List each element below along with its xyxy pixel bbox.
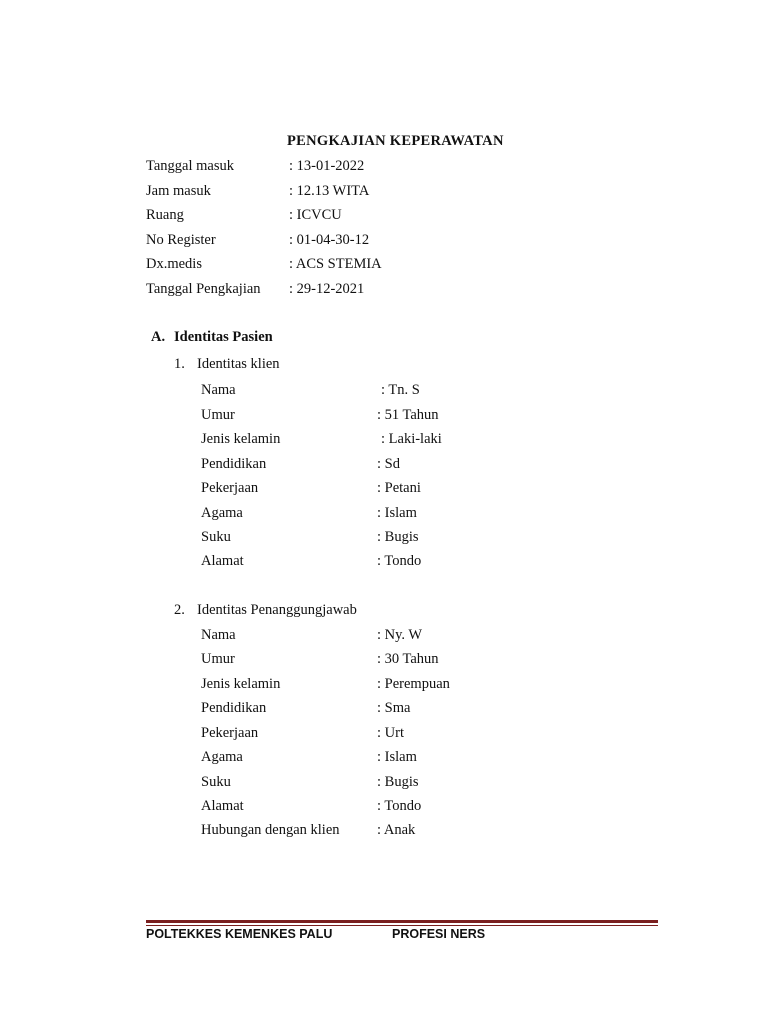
pj-label-suku: Suku (201, 774, 231, 790)
klien-label-nama: Nama (201, 382, 236, 398)
header-value-jam-masuk: : 12.13 WITA (289, 183, 370, 199)
header-value-ruang: : ICVCU (289, 207, 342, 223)
klien-label-agama: Agama (201, 505, 243, 521)
section-a-marker: A. (151, 329, 166, 345)
pj-label-pekerjaan: Pekerjaan (201, 725, 259, 741)
footer-rule-thin (146, 925, 658, 926)
klien-label-pendidikan: Pendidikan (201, 456, 267, 472)
page-title: PENGKAJIAN KEPERAWATAN (287, 133, 504, 149)
klien-label-jenis-kelamin: Jenis kelamin (201, 431, 281, 447)
klien-value-nama: : Tn. S (381, 382, 420, 398)
sub1-heading: Identitas klien (197, 356, 280, 372)
header-value-tanggal-pengkajian: : 29-12-2021 (289, 281, 365, 297)
footer-program: PROFESI NERS (392, 927, 486, 941)
pj-label-jenis-kelamin: Jenis kelamin (201, 676, 281, 692)
header-label-dx-medis: Dx.medis (146, 256, 202, 272)
pj-label-agama: Agama (201, 749, 243, 765)
pj-value-alamat: : Tondo (377, 798, 422, 814)
klien-value-pekerjaan: : Petani (377, 480, 421, 496)
klien-value-jenis-kelamin: : Laki-laki (381, 431, 442, 447)
pj-value-agama: : Islam (377, 749, 417, 765)
klien-label-suku: Suku (201, 529, 231, 545)
section-a-heading: Identitas Pasien (174, 329, 273, 345)
footer-rule (146, 920, 658, 923)
pj-value-nama: : Ny. W (377, 627, 423, 643)
klien-value-umur: : 51 Tahun (377, 407, 439, 423)
sub1-number: 1. (174, 356, 185, 372)
klien-label-pekerjaan: Pekerjaan (201, 480, 259, 496)
klien-value-alamat: : Tondo (377, 553, 422, 569)
klien-label-alamat: Alamat (201, 553, 244, 569)
pj-label-alamat: Alamat (201, 798, 244, 814)
klien-value-pendidikan: : Sd (377, 456, 400, 472)
klien-value-suku: : Bugis (377, 529, 419, 545)
sub2-number: 2. (174, 602, 185, 618)
header-value-no-register: : 01-04-30-12 (289, 232, 370, 248)
pj-label-hubungan: Hubungan dengan klien (201, 822, 340, 838)
pj-value-umur: : 30 Tahun (377, 651, 439, 667)
pj-label-pendidikan: Pendidikan (201, 700, 267, 716)
header-value-dx-medis: : ACS STEMIA (289, 256, 382, 272)
pj-value-pekerjaan: : Urt (377, 725, 404, 741)
header-label-tanggal-masuk: Tanggal masuk (146, 158, 234, 174)
klien-label-umur: Umur (201, 407, 235, 423)
header-value-tanggal-masuk: : 13-01-2022 (289, 158, 365, 174)
pj-value-pendidikan: : Sma (377, 700, 411, 716)
pj-value-jenis-kelamin: : Perempuan (377, 676, 450, 692)
header-label-ruang: Ruang (146, 207, 184, 223)
sub2-heading: Identitas Penanggungjawab (197, 602, 357, 618)
pj-label-nama: Nama (201, 627, 236, 643)
header-label-tanggal-pengkajian: Tanggal Pengkajian (146, 281, 261, 297)
header-label-jam-masuk: Jam masuk (146, 183, 211, 199)
header-label-no-register: No Register (146, 232, 216, 248)
pj-value-hubungan: : Anak (377, 822, 416, 838)
pj-value-suku: : Bugis (377, 774, 419, 790)
footer-institution: POLTEKKES KEMENKES PALU (146, 927, 333, 941)
klien-value-agama: : Islam (377, 505, 417, 521)
pj-label-umur: Umur (201, 651, 235, 667)
